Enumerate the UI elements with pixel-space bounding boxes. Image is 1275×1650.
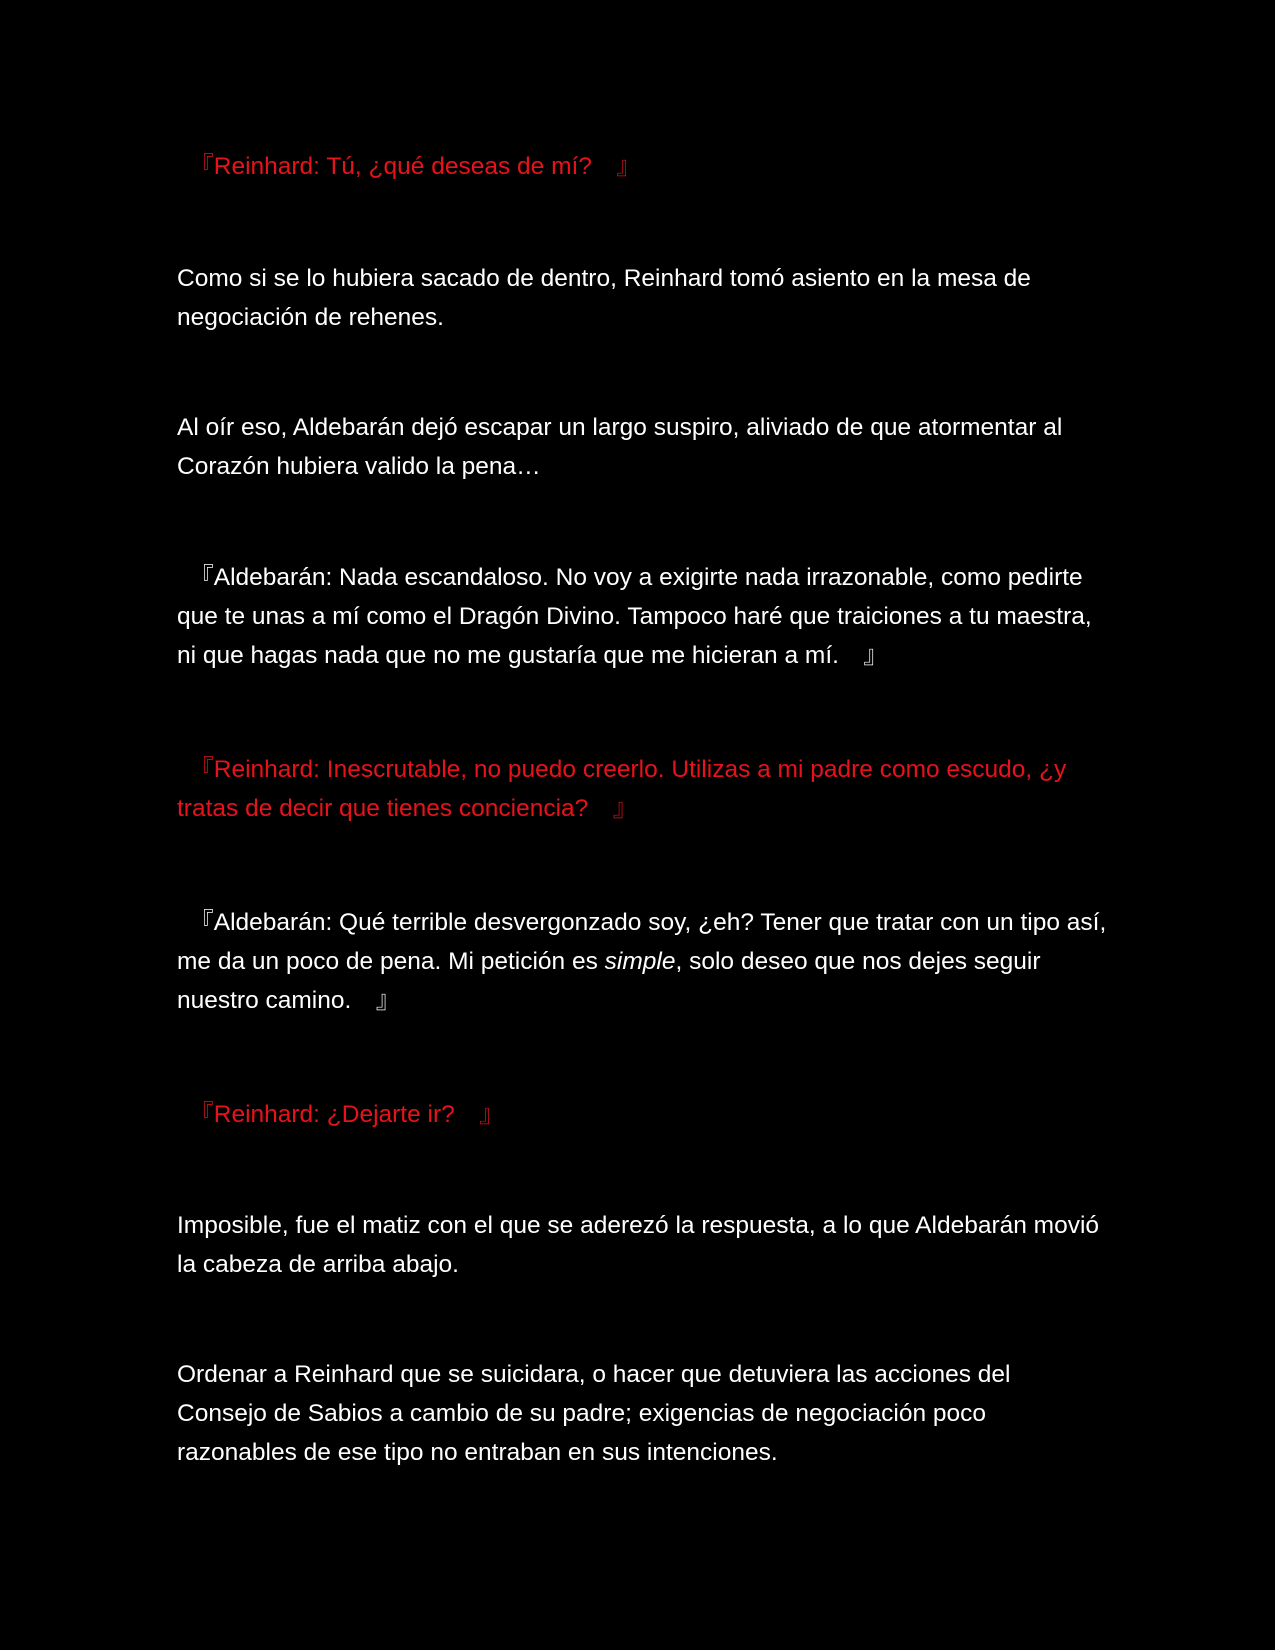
- dialogue-reinhard-1: 『Reinhard: Tú, ¿qué deseas de mí? 』: [177, 153, 641, 180]
- dialogue-aldebaran-2: [177, 903, 1107, 1020]
- dialogue-reinhard-2: 『Reinhard: Inescrutable, no puedo creerlo. Utilizas a mi padre como escudo, ¿y tratas de decir que tienes conciencia? 』: [177, 756, 1067, 822]
- narration-paragraph-1: Como si se lo hubiera sacado de dentro, Reinhard tomó asiento en la mesa de negociación de rehenes.: [177, 265, 1031, 331]
- dialogue-aldebaran-2-before: 『Aldebarán: Qué terrible desvergonzado soy, ¿eh? Tener que tratar con un tipo así, me da un poco de pena. Mi petición es: [177, 909, 1107, 975]
- dialogue-aldebaran-1: 『Aldebarán: Nada escandaloso. No voy a exigirte nada irrazonable, como pedirte que te unas a mí como el Dragón Divino. Tampoco haré que traiciones a tu maestra, ni que hagas nada que no me gustaría que me hicieran a mí. 』: [177, 564, 1092, 669]
- narration-paragraph-3: Imposible, fue el matiz con el que se aderezó la respuesta, a lo que Aldebarán movió la cabeza de arriba abajo.: [177, 1212, 1100, 1278]
- narration-paragraph-4: Ordenar a Reinhard que se suicidara, o hacer que detuviera las acciones del Consejo de Sabios a cambio de su padre; exigencias de negociación poco razonables de ese tipo no entraban en sus intenciones.: [177, 1361, 1011, 1466]
- narration-paragraph-2: Al oír eso, Aldebarán dejó escapar un largo suspiro, aliviado de que atormentar al Corazón hubiera valido la pena…: [177, 414, 1063, 480]
- dialogue-aldebaran-2-italic: simple: [604, 948, 676, 975]
- dialogue-reinhard-3: 『Reinhard: ¿Dejarte ir? 』: [177, 1101, 504, 1128]
- dialogue-aldebaran-2-after: , solo deseo que nos dejes seguir nuestro camino. 』: [177, 948, 1041, 1014]
